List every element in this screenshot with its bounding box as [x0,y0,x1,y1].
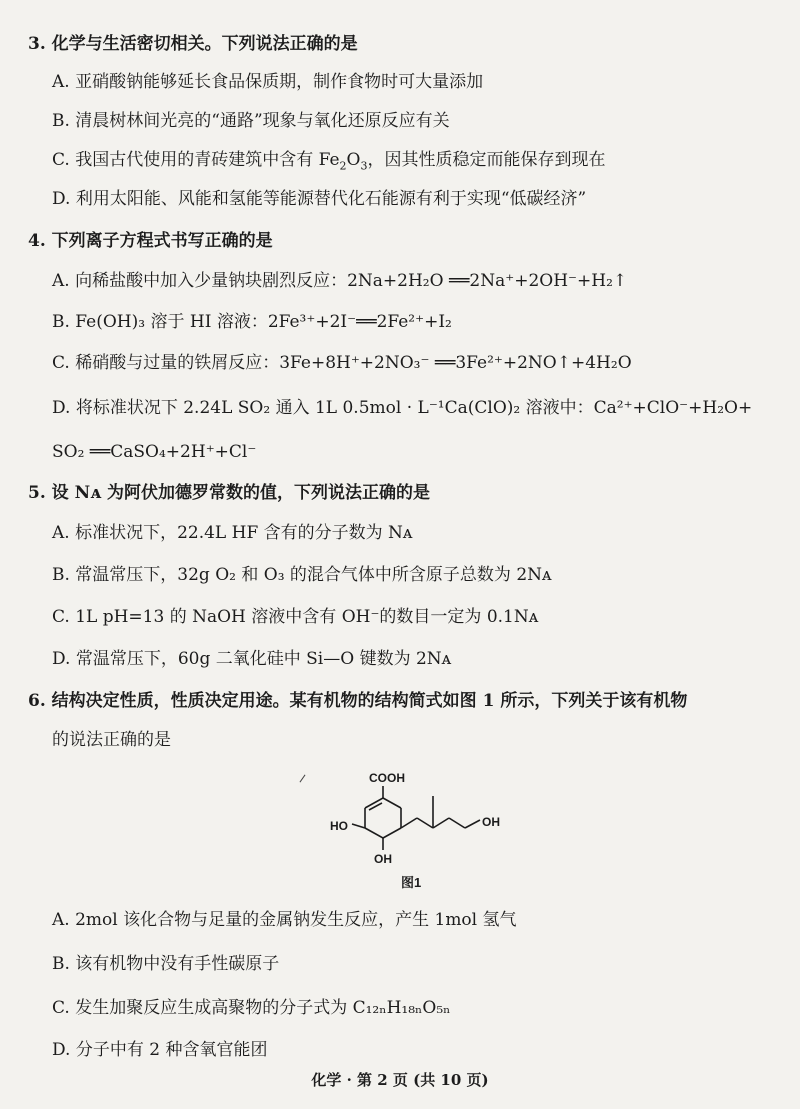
question-3-option-c-pre: C. 我国古代使用的青砖建筑中含有 Fe [52,150,340,170]
question-5-option-b: B. 常温常压下，32g O₂ 和 O₃ 的混合气体中所含原子总数为 2Nᴀ [52,565,552,585]
question-6-option-a: A. 2mol 该化合物与足量的金属钠发生反应，产生 1mol 氢气 [52,910,517,930]
question-5-option-c: C. 1L pH=13 的 NaOH 溶液中含有 OH⁻的数目一定为 0.1Nᴀ [52,607,539,627]
question-3-option-c-mid: O [346,150,361,170]
question-6-option-b: B. 该有机物中没有手性碳原子 [52,954,280,974]
question-5-option-a: A. 标准状况下，22.4L HF 含有的分子数为 Nᴀ [52,523,413,543]
subscript: 2 [339,159,347,173]
oh-right-label: OH [482,815,500,829]
question-5-option-d: D. 常温常压下，60g 二氧化硅中 Si—O 键数为 2Nᴀ [52,649,452,669]
oh-bottom-label: OH [374,852,392,866]
question-3-option-d: D. 利用太阳能、风能和氢能等能源替代化石能源有利于实现“低碳经济” [52,189,587,209]
figure-1-structure [316,760,526,888]
question-3-option-c [52,149,605,171]
pen-mark [300,775,306,783]
question-3-option-a: A. 亚硝酸钠能够延长食品保质期，制作食物时可大量添加 [52,72,484,92]
question-4-option-d-line2: SO₂ ══CaSO₄+2H⁺+Cl⁻ [52,442,257,462]
ho-left-label: HO [330,819,348,833]
cooh-label: COOH [369,771,405,785]
question-5-stem: 5. 设 Nᴀ 为阿伏加德罗常数的值，下列说法正确的是 [28,483,430,503]
question-4-option-a: A. 向稀盐酸中加入少量钠块剧烈反应：2Na+2H₂O ══2Na⁺+2OH⁻+H₂↑ [52,271,628,291]
question-6-stem-line2: 的说法正确的是 [52,730,171,750]
subscript: 3 [360,159,368,173]
structural-formula [316,760,526,870]
question-4-option-c: C. 稀硝酸与过量的铁屑反应：3Fe+8H⁺+2NO₃⁻ ══3Fe²⁺+2NO↑+4H₂O [52,353,632,373]
question-3-option-b: B. 清晨树林间光亮的“通路”现象与氧化还原反应有关 [52,111,450,131]
question-4-option-d-line1: D. 将标准状况下 2.24L SO₂ 通入 1L 0.5mol · L⁻¹Ca(ClO)₂ 溶液中：Ca²⁺+ClO⁻+H₂O+ [52,398,753,418]
question-3-stem: 3. 化学与生活密切相关。下列说法正确的是 [28,34,358,54]
question-3-option-c-post: ，因其性质稳定而能保存到现在 [367,150,606,170]
figure-caption: 图1 [401,875,422,890]
question-4-option-b: B. Fe(OH)₃ 溶于 HI 溶液：2Fe³⁺+2I⁻══2Fe²⁺+I₂ [52,312,452,332]
question-6-stem-line1: 6. 结构决定性质，性质决定用途。某有机物的结构简式如图 1 所示，下列关于该有机物 [28,691,688,711]
question-6-option-d: D. 分子中有 2 种含氧官能团 [52,1040,268,1060]
page-footer: 化学 · 第 2 页 (共 10 页) [311,1071,489,1089]
question-4-stem: 4. 下列离子方程式书写正确的是 [28,231,273,251]
ring-bonds [352,786,480,850]
question-6-option-c: C. 发生加聚反应生成高聚物的分子式为 C₁₂ₙH₁₈ₙO₅ₙ [52,998,451,1018]
